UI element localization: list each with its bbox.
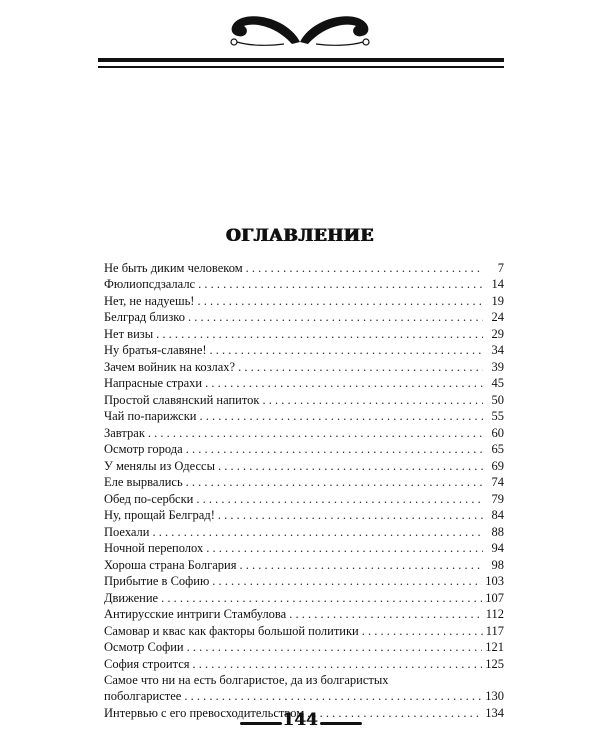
toc-entry-page: 98 [491,557,504,572]
toc-entry-page: 84 [491,508,504,522]
toc-entry-title: Прибытие в Софию [104,574,210,588]
toc-entry [104,655,504,672]
toc-entry-page: 121 [485,640,504,654]
toc-entry [104,556,504,573]
toc-entry [104,276,504,293]
toc-entry-page: 60 [491,425,504,440]
toc-entry [104,573,504,590]
header-rule-thin [98,66,504,68]
dot-leader [184,689,482,704]
toc-entry-title: Обед по-сербски [104,491,194,506]
toc-entry-title: Чай по-парижски [104,409,197,423]
dot-leader [186,442,483,457]
toc-entry-title: Самовар и квас как факторы большой политики [104,623,359,638]
toc-entry-page: 130 [485,689,504,703]
dot-leader [238,360,483,375]
dot-leader [152,525,483,540]
toc-entry-page: 19 [491,293,504,308]
page-footer [0,705,600,738]
toc-entry-page: 74 [491,475,504,489]
toc-entry-page: 24 [491,310,504,324]
dot-leader [362,624,483,639]
toc-entry [104,408,504,425]
dot-leader [193,657,483,672]
dot-leader [156,327,483,342]
toc-entry-title: Хороша страна Болгария [104,557,237,572]
toc-entry [104,259,504,276]
toc-entry [104,606,504,623]
toc-entry [104,540,504,557]
toc-entry-page: 107 [485,590,504,605]
toc-entry-title: У менялы из Одессы [104,458,215,473]
toc-entry-title: Простой славянский напиток [104,392,260,407]
footer-rule-right [320,722,362,725]
dot-leader [196,492,483,507]
toc-entry-title: Напрасные страхи [104,376,203,390]
toc-entry-page: 50 [491,392,504,407]
dot-leader [198,277,483,292]
toc-entry-title: Не быть диким человеком [104,260,243,275]
toc-entry-page: 94 [491,541,504,555]
toc-entry [104,342,504,359]
toc-entry [104,358,504,375]
dot-leader [200,409,484,424]
dot-leader [205,376,483,391]
dot-leader [246,261,483,276]
toc-entry-page: 65 [491,442,504,456]
dot-leader [197,294,483,309]
toc-entry [104,507,504,524]
dot-leader [210,343,483,358]
toc-entry-title-line1: Самое что ни на есть болгаристое, да из болгаристых [104,672,389,687]
toc-entry-title: Ну, прощай Белград! [104,508,215,522]
toc-entry-page: 125 [485,656,504,671]
toc-entry [104,292,504,309]
toc-entry [104,589,504,606]
toc-entry-page: 7 [497,260,504,275]
dot-leader [186,475,483,490]
toc-entry-page: 34 [491,343,504,357]
dot-leader [212,574,482,589]
toc-entry-title: Белград близко [104,310,185,324]
toc-entry [104,622,504,639]
header-rule-thick [98,58,504,62]
toc-entry-title: Фюлиопсдзалалс [104,277,196,291]
toc-entry-page: 29 [491,326,504,341]
toc-entry-multiline-first [104,672,504,688]
footer-rule-left [240,722,282,725]
dot-leader [206,541,483,556]
toc-entry-page: 103 [485,574,504,588]
dot-leader [218,459,483,474]
toc-entry-page: 39 [491,359,504,374]
toc-entry-title: Зачем войник на козлах? [104,359,236,374]
dot-leader [161,591,482,606]
toc-entry-page: 79 [491,491,504,506]
toc-entry [104,424,504,441]
toc-entry-title: Поехали [104,524,150,539]
toc-entry-page: 45 [491,376,504,390]
toc-entry [104,375,504,392]
toc-entry-title: Нет визы [104,326,154,341]
toc-entry [104,457,504,474]
toc-entry-page: 55 [491,409,504,423]
toc-entry-multiline-second [104,688,504,705]
toc-entry-title: Осмотр Софии [104,640,184,654]
toc-entry [104,441,504,458]
toc-entry [104,391,504,408]
toc-entry [104,325,504,342]
table-of-contents [104,259,504,721]
toc-entry [104,639,504,656]
toc-entry-page: 14 [491,277,504,291]
toc-entry-title: Нет, не надуешь! [104,293,195,308]
dot-leader [218,508,483,523]
dot-leader [239,558,483,573]
toc-entry [104,523,504,540]
toc-entry-page: 134 [485,705,504,720]
toc-entry-title: София строится [104,656,190,671]
toc-entry-title: Осмотр города [104,442,183,456]
toc-entry-title: Движение [104,590,159,605]
page-title: ОГЛАВЛЕНИЕ [226,226,374,246]
toc-entry-title: Ну братья-славяне! [104,343,207,357]
toc-entry-page: 112 [485,607,504,621]
toc-entry-title: Ночной переполох [104,541,204,555]
toc-entry-title-line2: поболгаристее [104,689,182,703]
toc-entry-page: 88 [491,524,504,539]
toc-entry-page: 69 [491,458,504,473]
dot-leader [148,426,483,441]
toc-entry-page: 117 [485,623,504,638]
footer-page-number: 144 [282,710,318,730]
dot-leader [262,393,483,408]
toc-entry [104,490,504,507]
toc-entry-title: Антирусские интриги Стамбулова [104,607,287,621]
toc-entry-title: Завтрак [104,425,145,440]
dot-leader [188,310,483,325]
decorative-flourish-icon [220,4,380,50]
dot-leader [187,640,483,655]
toc-entry-title: Еле вырвались [104,475,183,489]
dot-leader [289,607,482,622]
toc-entry [104,474,504,491]
toc-entry [104,309,504,326]
toc-entry-title: Интервью с его превосходительством [104,705,305,720]
